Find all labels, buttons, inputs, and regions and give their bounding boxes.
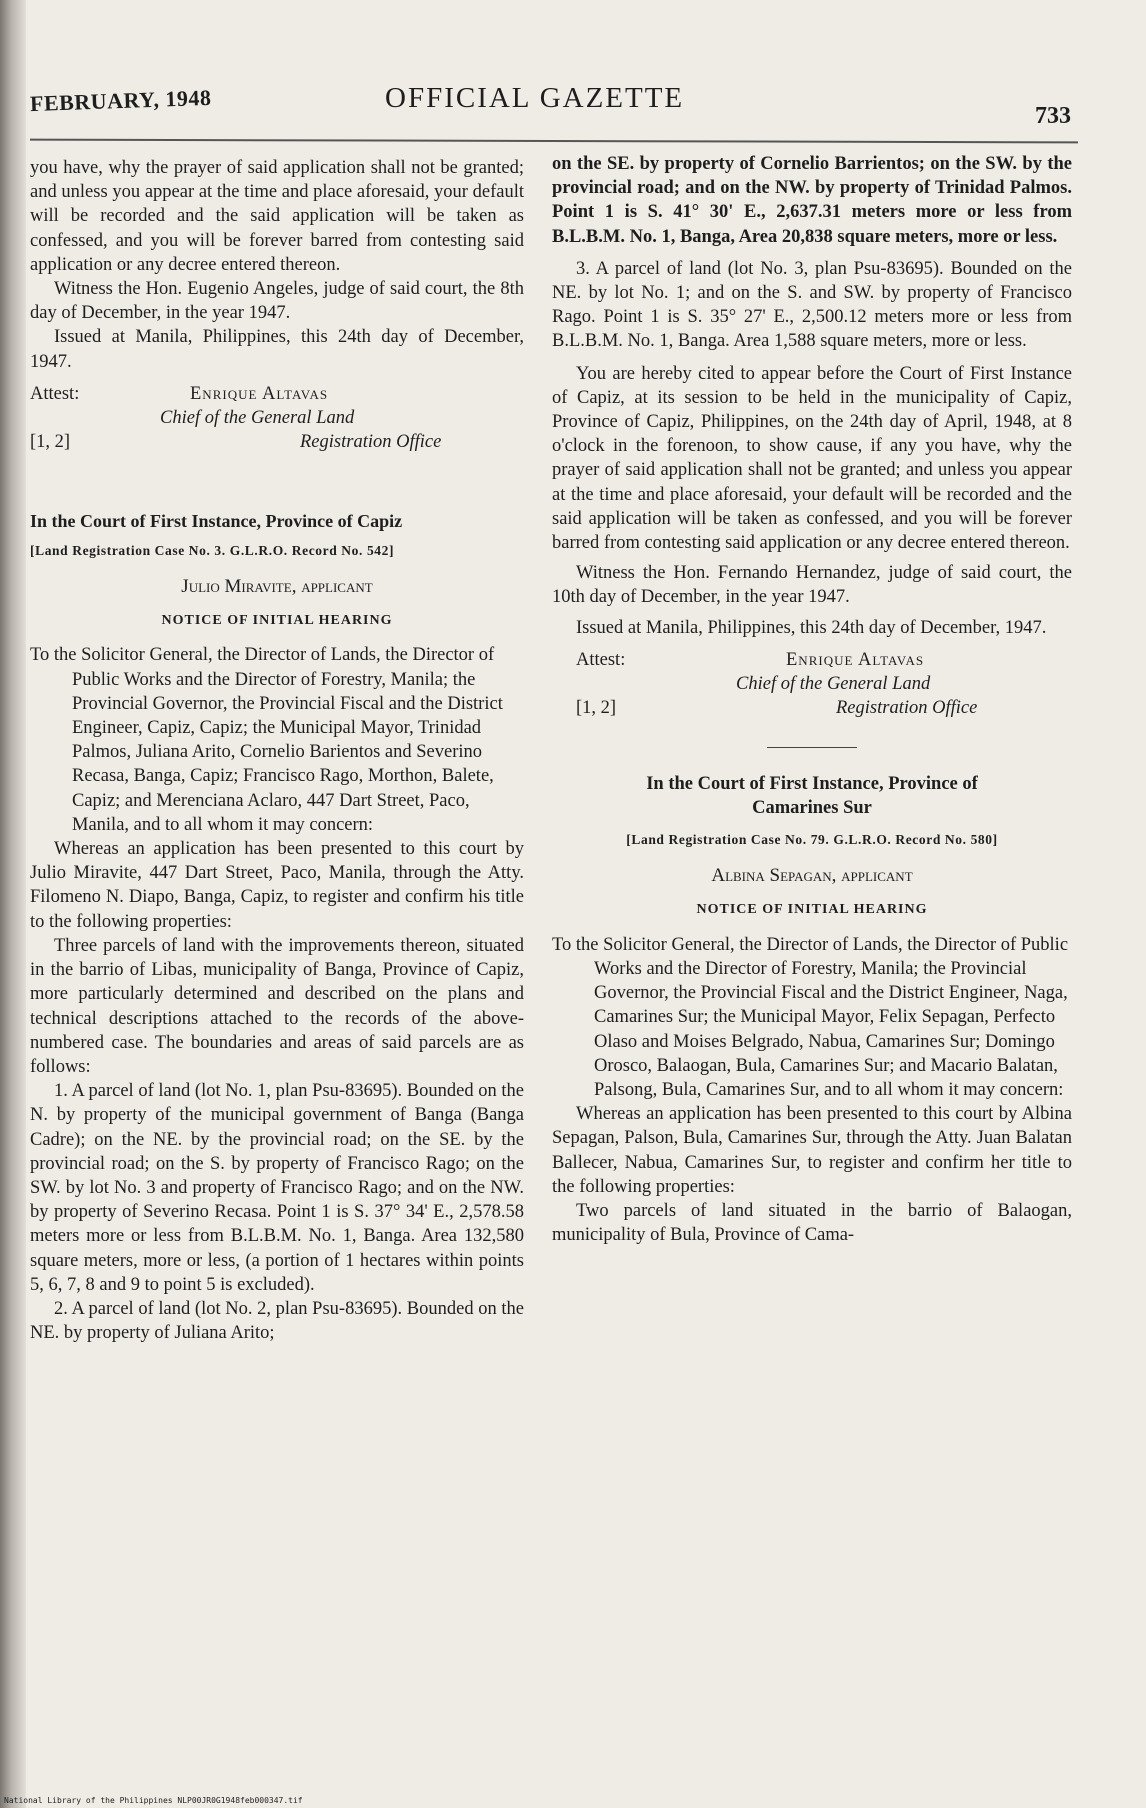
signatory-title-right-2: Registration Office: [836, 698, 978, 719]
addressees-paragraph: To the Solicitor General, the Director of Lands, the Director of Public Works and the Director of Forestry, Manila; the Provincial Governor, the Provincial Fiscal and the District Engineer, Capiz, Capiz; the Municipal Mayor, Trinidad Palmos, Juliana Arito, Cornelio Barientos and Severino Recasa, Banga, Capiz; Francisco Rago, Morthon, Balete, Capiz; and Merenciana Aclaro, 447 Dart Street, Paco, Manila, and to all whom it may concern:: [30, 645, 503, 835]
court-heading-right-2: Camarines Sur: [752, 797, 872, 818]
signatory-name: Enrique Altavas: [190, 383, 329, 404]
case-record-right: [Land Registration Case No. 79. G.L.R.O. Record No. 580]: [626, 832, 998, 848]
cited-paragraph: You are hereby cited to appear before the Court of First Instance of Capiz, at its session to be held in the municipality of Capiz, Province of Capiz, Philippines, on the 24th day of April, 1948, at 8 o'clock in the forenoon, to show cause, if any you have, why the prayer of said application shall not be granted; and unless you appear at the time and place aforesaid, your default will be recorded and the said application will be taken as confessed, and you will be forever barred from contesting said application or any decree entered thereon.: [552, 363, 1072, 554]
issued-paragraph: Issued at Manila, Philippines, this 24th day of December, 1947.: [30, 327, 524, 372]
notice-heading-right: NOTICE OF INITIAL HEARING: [696, 902, 928, 918]
parcel-3-paragraph: 3. A parcel of land (lot No. 3, plan Psu-83695). Bounded on the NE. by lot No. 1; and on the S. and SW. by property of Francisco Rago. Point 1 is S. 35° 27' E., 2,500.12 meters more or less from B.L.B.M. No. 1, Banga. Area 1,588 square meters, more or less.: [552, 258, 1072, 352]
case-record: [Land Registration Case No. 3. G.L.R.O. Record No. 542]: [30, 542, 395, 558]
court-heading: In the Court of First Instance, Province of Capiz: [30, 510, 403, 531]
applicant-line: Julio Miravite, applicant: [181, 576, 373, 598]
notice-heading: NOTICE OF INITIAL HEARING: [161, 613, 393, 629]
signatory-title-line-2: Registration Office: [300, 432, 442, 453]
scan-source-footer: National Library of the Philippines NLP00JR0G1948feb000347.tif: [4, 1796, 303, 1805]
attest-block: [30, 382, 524, 455]
parcels-intro-paragraph-right: Two parcels of land situated in the barrio of Balaogan, municipality of Bula, Province of Cama-: [552, 1200, 1072, 1246]
continuation-paragraph: you have, why the prayer of said application shall not be granted; and unless you appear at the time and place aforesaid, your default will be recorded and the said application will be taken as confessed, and you will be forever barred from contesting said application or any decree entered thereon.: [30, 158, 524, 275]
header-rule: [30, 139, 1078, 144]
applicant-line-right: Albina Sepagan, applicant: [711, 865, 913, 887]
right-column: [552, 152, 1072, 1247]
addressees-paragraph-right: To the Solicitor General, the Director of Lands, the Director of Public Works and the Director of Forestry, Manila; the Provincial Governor, the Provincial Fiscal and the District Engineer, Naga, Camarines Sur; the Municipal Mayor, Felix Sepagan, Perfecto Olaso and Moises Belgrado, Nabua, Camarines Sur; Domingo Orosco, Balaogan, Bula, Camarines Sur; and Macario Balatan, Palsong, Bula, Camarines Sur, and to all whom it may concern:: [552, 934, 1069, 1100]
signatory-title-line-1: Chief of the General Land: [160, 408, 355, 429]
attest-label-right: Attest:: [576, 649, 626, 670]
signatory-title-right-1: Chief of the General Land: [736, 674, 931, 695]
header-title: OFFICIAL GAZETTE: [385, 82, 685, 114]
left-column: [30, 156, 524, 1345]
signature-block: [150, 382, 524, 455]
signature-block-right: [696, 648, 1072, 721]
whereas-paragraph-right: Whereas an application has been presented to this court by Albina Sepagan, Palson, Bula, Camarines Sur, through the Atty. Juan Balatan Ballecer, Nabua, Camarines Sur, to register and confirm her title to the following properties:: [552, 1104, 1072, 1197]
signatory-name-right: Enrique Altavas: [786, 649, 925, 670]
parcel-2-start-paragraph: 2. A parcel of land (lot No. 2, plan Psu-83695). Bounded on the NE. by property of Juliana Arito;: [30, 1298, 524, 1344]
whereas-paragraph: Whereas an application has been presented to this court by Julio Miravite, 447 Dart Street, Paco, Manila, through the Atty. Filomeno N. Diapo, Banga, Capiz, to register and confirm his title to the following properties:: [30, 839, 524, 932]
reference-marker: [1, 2]: [30, 432, 71, 453]
witness-paragraph-right: Witness the Hon. Fernando Hernandez, judge of said court, the 10th day of December, in the year 1947.: [552, 563, 1072, 608]
reference-marker-right: [1, 2]: [576, 698, 617, 719]
header-date: FEBRUARY, 1948: [29, 84, 212, 117]
court-heading-right-1: In the Court of First Instance, Province of: [646, 773, 978, 794]
parcels-intro-paragraph: Three parcels of land with the improvements thereon, situated in the barrio of Libas, municipality of Banga, Province of Capiz, more particularly determined and described on the plans and technical descriptions attached to the records of the above-numbered case. The boundaries and areas of said parcels are as follows:: [30, 935, 524, 1077]
section-separator: [767, 747, 857, 748]
attest-block-right: [552, 648, 1072, 721]
issued-paragraph-right: Issued at Manila, Philippines, this 24th day of December, 1947.: [576, 617, 1047, 638]
attest-label: Attest:: [30, 383, 80, 404]
parcel-2-continuation: on the SE. by property of Cornelio Barrientos; on the SW. by the provincial road; and on the NW. by property of Trinidad Palmos. Point 1 is S. 41° 30' E., 2,637.31 meters more or less from B.L.B.M. No. 1, Banga, Area 20,838 square meters, more or less.: [552, 154, 1072, 247]
page-number: 733: [1035, 103, 1071, 129]
parcel-1-paragraph: 1. A parcel of land (lot No. 1, plan Psu-83695). Bounded on the N. by property of the municipal government of Banga (Banga Cadre); on the NE. by the provincial road; on the SE. by the provincial road; on the S. by property of Francisco Rago; on the SW. by lot No. 3 and property of Francisco Rago; and on the NW. by property of Severino Recasa. Point 1 is S. 37° 34' E., 2,578.58 meters more or less from B.L.B.M. No. 1, Banga. Area 132,580 square meters, more or less, (a portion of 1 hectares within points 5, 6, 7, 8 and 9 to point 5 is excluded).: [30, 1081, 524, 1295]
witness-paragraph: Witness the Hon. Eugenio Angeles, judge of said court, the 8th day of December, in the year 1947.: [30, 279, 524, 324]
